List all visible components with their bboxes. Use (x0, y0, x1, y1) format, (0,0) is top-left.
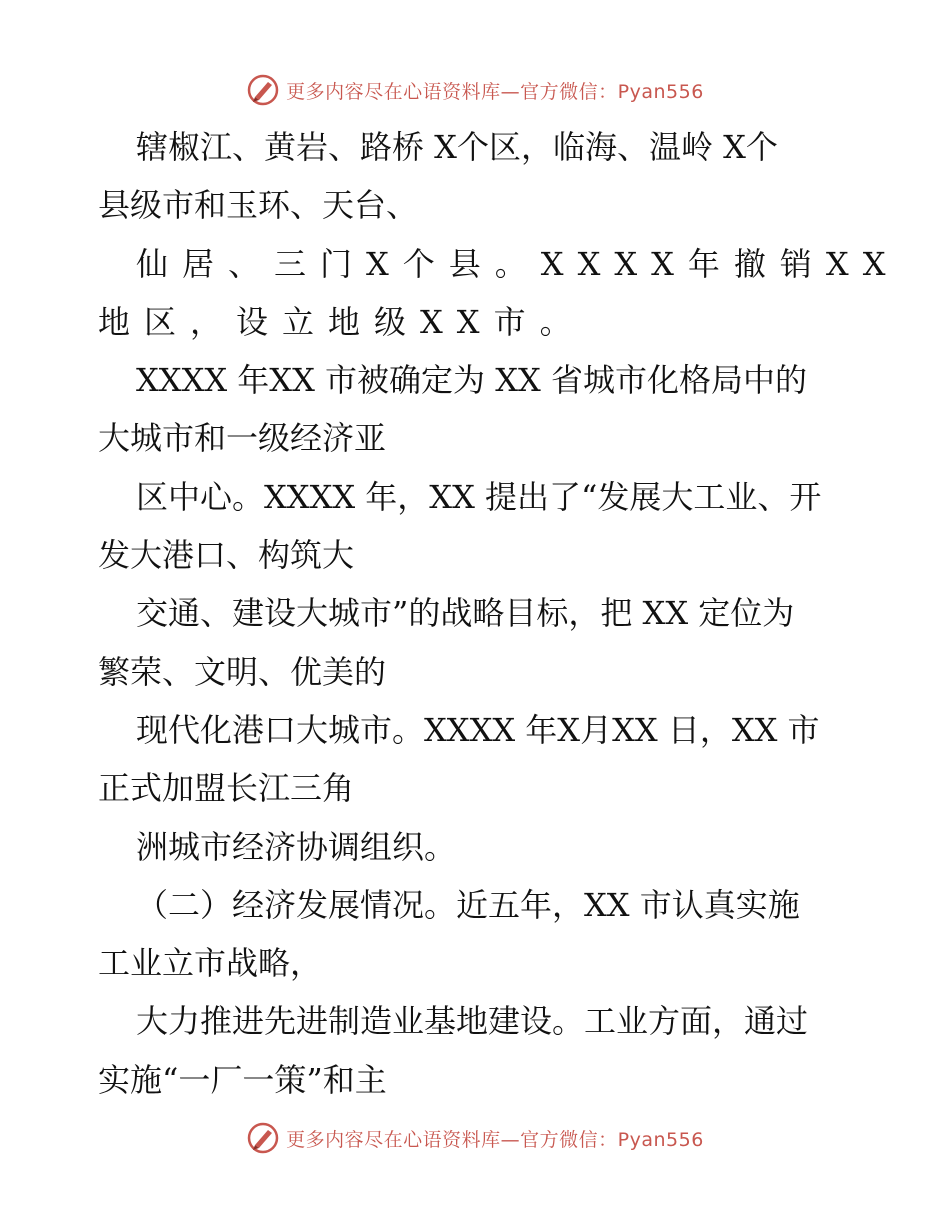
pen-logo-icon (246, 1121, 280, 1155)
text-line: 繁荣、文明、优美的 (98, 652, 387, 691)
document-body (98, 118, 900, 1109)
pen-logo-icon (246, 73, 280, 107)
header-watermark-banner (0, 70, 950, 110)
text-line: 区中心。XXXX 年，XX 提出了“发展大工业、开 (136, 477, 822, 516)
text-line: 正式加盟长江三角 (98, 769, 355, 808)
text-line: 辖椒江、黄岩、路桥 X个区，临海、温岭 X个 (136, 128, 778, 166)
text-line: 现代化港口大城市。XXXX 年X月XX 日，XX 市 (136, 710, 820, 749)
text-line: 地区，设立地级XX市。 (98, 302, 586, 341)
footer-banner-text: 更多内容尽在心语资料库—官方微信：Pyan556 (286, 1128, 704, 1151)
text-line: 发大港口、构筑大 (98, 536, 355, 575)
text-line: 交通、建设大城市”的战略目标，把 XX 定位为 (136, 594, 795, 633)
text-line: 大城市和一级经济亚 (98, 419, 387, 458)
text-line: （二）经济发展情况。近五年，XX 市认真实施 (136, 885, 800, 924)
text-line: 工业立市战略， (98, 944, 323, 983)
text-line: XXXX 年XX 市被确定为 XX 省城市化格局中的 (136, 361, 807, 400)
header-banner-text: 更多内容尽在心语资料库—官方微信：Pyan556 (286, 80, 704, 103)
text-line: 大力推进先进制造业基地建设。工业方面，通过 (136, 1002, 809, 1041)
text-line: 洲城市经济协调组织。 (136, 827, 457, 866)
text-line: 县级市和玉环、天台、 (98, 186, 419, 225)
footer-watermark-banner (0, 1118, 950, 1158)
text-line: 实施“一厂一策”和主 (98, 1060, 387, 1099)
text-line: 仙居、三门X个县。XXXX年撤销XX (136, 244, 900, 283)
